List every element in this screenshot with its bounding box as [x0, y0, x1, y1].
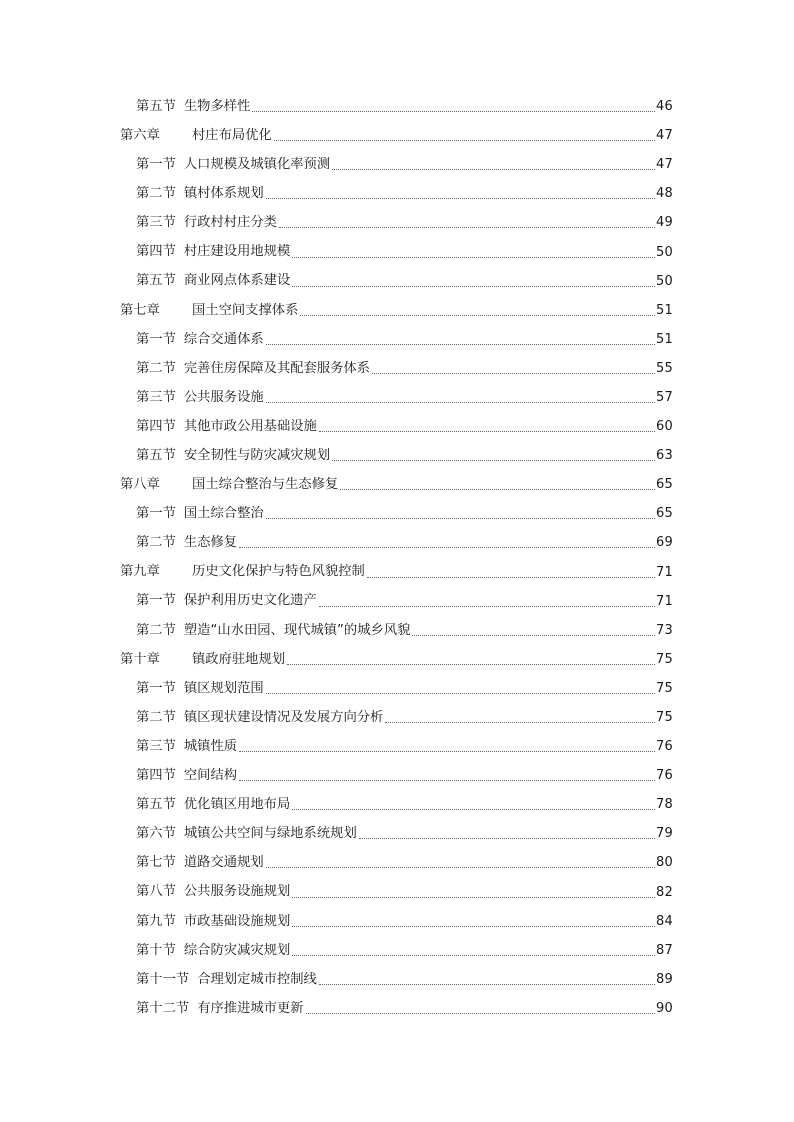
toc-entry-label — [136, 449, 330, 462]
toc-entry-number: 第二节 — [136, 622, 176, 638]
toc-entry-line — [120, 121, 673, 150]
toc-entry-label — [136, 769, 237, 782]
toc-entry-line — [136, 412, 673, 441]
toc-entry-number: 第九章 — [120, 564, 160, 580]
toc-page-number: 46 — [656, 99, 673, 115]
toc-entry-line — [136, 761, 673, 790]
toc-section-entry[interactable] — [0, 587, 794, 616]
toc-section-entry[interactable] — [0, 761, 794, 790]
toc-entry-label — [136, 536, 237, 549]
toc-section-entry[interactable] — [0, 616, 794, 645]
toc-entry-number: 第六节 — [136, 826, 176, 842]
dot-leader — [266, 344, 655, 345]
toc-entry-title: 生物多样性 — [183, 98, 251, 114]
toc-entry-line — [136, 441, 673, 470]
toc-entry-number: 第四节 — [136, 244, 176, 260]
toc-section-entry[interactable] — [0, 383, 794, 412]
toc-entry-number: 第十一节 — [136, 971, 190, 987]
toc-entry-number: 第一节 — [136, 157, 176, 173]
toc-entry-title: 优化镇区用地布局 — [183, 797, 291, 813]
toc-entry-label — [120, 653, 285, 666]
dot-leader — [279, 227, 655, 228]
toc-entry-label — [136, 420, 317, 433]
toc-entry-label — [136, 100, 250, 113]
toc-entry-title: 空间结构 — [183, 768, 238, 784]
toc-entry-label — [136, 740, 237, 753]
toc-entry-line — [136, 616, 673, 645]
toc-page-number: 75 — [656, 680, 673, 696]
toc-page-number: 51 — [656, 302, 673, 318]
toc-entry-line — [136, 179, 673, 208]
toc-entry-title: 塑造“山水田园、现代城镇”的城乡风貌 — [183, 622, 411, 638]
toc-page-number: 57 — [656, 389, 673, 405]
toc-entry-line — [136, 994, 673, 1023]
dot-leader — [239, 751, 655, 752]
toc-entry-label — [136, 245, 290, 258]
toc-entry-number: 第五节 — [136, 448, 176, 464]
toc-section-entry[interactable] — [0, 878, 794, 907]
toc-entry-title: 行政村村庄分类 — [183, 215, 277, 231]
toc-section-entry[interactable] — [0, 936, 794, 965]
toc-page-number: 69 — [656, 535, 673, 551]
dot-leader — [287, 664, 655, 665]
toc-page-number: 75 — [656, 651, 673, 667]
toc-entry-line — [136, 790, 673, 819]
toc-section-entry[interactable] — [0, 441, 794, 470]
toc-entry-label — [136, 187, 264, 200]
toc-entry-line — [136, 907, 673, 936]
dot-leader — [319, 431, 655, 432]
toc-entry-title: 合理划定城市控制线 — [197, 971, 317, 987]
toc-entry-line — [136, 383, 673, 412]
toc-page-number: 50 — [656, 273, 673, 289]
dot-leader — [367, 577, 655, 578]
table-of-contents — [0, 92, 794, 1023]
toc-entry-line — [120, 558, 673, 587]
toc-entry-number: 第六章 — [120, 127, 160, 143]
dot-leader — [292, 926, 655, 927]
toc-section-entry[interactable] — [0, 994, 794, 1023]
dot-leader — [319, 984, 655, 985]
toc-entry-number: 第三节 — [136, 738, 176, 754]
dot-leader — [300, 315, 655, 316]
toc-entry-title: 镇政府驻地规划 — [192, 651, 286, 667]
toc-page-number: 79 — [656, 826, 673, 842]
toc-entry-number: 第一节 — [136, 593, 176, 609]
toc-entry-line — [136, 965, 673, 994]
toc-page-number: 65 — [656, 506, 673, 522]
toc-page-number: 47 — [656, 157, 673, 173]
toc-entry-number: 第二节 — [136, 360, 176, 376]
toc-entry-number: 第二节 — [136, 709, 176, 725]
dot-leader — [274, 140, 655, 141]
toc-section-entry[interactable] — [0, 267, 794, 296]
toc-entry-title: 有序推进城市更新 — [197, 1000, 304, 1016]
toc-entry-title: 综合交通体系 — [183, 331, 264, 347]
toc-entry-label — [136, 973, 317, 986]
toc-entry-number: 第十章 — [120, 651, 160, 667]
toc-page-number: 78 — [656, 797, 673, 813]
toc-entry-number: 第三节 — [136, 389, 176, 405]
toc-entry-number: 第三节 — [136, 215, 176, 231]
toc-section-entry[interactable] — [0, 790, 794, 819]
toc-entry-number: 第一节 — [136, 506, 176, 522]
dot-leader — [372, 373, 655, 374]
toc-section-entry[interactable] — [0, 92, 794, 121]
toc-entry-line — [136, 587, 673, 616]
dot-leader — [385, 722, 655, 723]
toc-entry-title: 镇村体系规划 — [183, 186, 264, 202]
dot-leader — [332, 169, 655, 170]
toc-entry-title: 镇区现状建设情况及发展方向分析 — [183, 709, 384, 725]
toc-page-number: 71 — [656, 564, 673, 580]
toc-entry-title: 国土综合整治 — [183, 506, 264, 522]
toc-entry-label — [120, 478, 338, 491]
toc-page-number: 84 — [656, 913, 673, 929]
toc-entry-title: 公共服务设施 — [183, 389, 264, 405]
toc-entry-number: 第四节 — [136, 418, 176, 434]
toc-section-entry[interactable] — [0, 907, 794, 936]
toc-page-number: 76 — [656, 739, 673, 755]
toc-entry-label — [136, 711, 383, 724]
toc-entry-line — [136, 499, 673, 528]
toc-entry-label — [136, 1002, 304, 1015]
toc-entry-title: 其他市政公用基础设施 — [183, 418, 317, 434]
dot-leader — [266, 198, 655, 199]
toc-page-number: 60 — [656, 419, 673, 435]
toc-entry-number: 第七章 — [120, 302, 160, 318]
toc-entry-title: 道路交通规划 — [183, 855, 264, 871]
toc-entry-label — [136, 682, 264, 695]
toc-entry-number: 第八节 — [136, 884, 176, 900]
toc-section-entry[interactable] — [0, 354, 794, 383]
toc-entry-number: 第八章 — [120, 477, 160, 493]
toc-entry-line — [120, 296, 673, 325]
toc-chapter-entry[interactable] — [0, 121, 794, 150]
toc-entry-label — [136, 856, 264, 869]
toc-entry-line — [136, 848, 673, 877]
dot-leader — [292, 286, 655, 287]
toc-entry-label — [136, 944, 290, 957]
toc-section-entry[interactable] — [0, 674, 794, 703]
toc-entry-number: 第一节 — [136, 680, 176, 696]
toc-entry-title: 城镇公共空间与绿地系统规划 — [183, 826, 357, 842]
toc-entry-number: 第五节 — [136, 273, 176, 289]
toc-entry-label — [136, 507, 264, 520]
toc-entry-title: 完善住房保障及其配套服务体系 — [183, 360, 371, 376]
toc-entry-title: 国土空间支撑体系 — [192, 302, 299, 318]
dot-leader — [292, 897, 655, 898]
dot-leader — [359, 838, 655, 839]
toc-section-entry[interactable] — [0, 179, 794, 208]
toc-entry-line — [136, 878, 673, 907]
toc-entry-label — [136, 885, 290, 898]
toc-entry-label — [120, 565, 365, 578]
toc-entry-line — [136, 528, 673, 557]
toc-section-entry[interactable] — [0, 703, 794, 732]
toc-page-number: 48 — [656, 186, 673, 202]
toc-entry-line — [136, 703, 673, 732]
toc-entry-number: 第十节 — [136, 942, 176, 958]
toc-entry-title: 镇区规划范围 — [183, 680, 264, 696]
dot-leader — [266, 867, 655, 868]
dot-leader — [266, 693, 655, 694]
dot-leader — [266, 402, 655, 403]
toc-section-entry[interactable] — [0, 732, 794, 761]
toc-entry-title: 公共服务设施规划 — [183, 884, 291, 900]
dot-leader — [292, 809, 655, 810]
toc-entry-title: 安全韧性与防灾减灾规划 — [183, 448, 331, 464]
dot-leader — [266, 518, 655, 519]
toc-section-entry[interactable] — [0, 412, 794, 441]
toc-entry-label — [136, 274, 290, 287]
toc-entry-title: 保护利用历史文化遗产 — [183, 593, 317, 609]
toc-entry-label — [136, 624, 410, 637]
toc-entry-label — [120, 304, 298, 317]
dot-leader — [292, 257, 655, 258]
dot-leader — [292, 955, 655, 956]
dot-leader — [412, 635, 655, 636]
toc-page-number: 51 — [656, 331, 673, 347]
toc-page-number: 80 — [656, 855, 673, 871]
toc-entry-number: 第四节 — [136, 768, 176, 784]
toc-entry-title: 综合防灾减灾规划 — [183, 942, 291, 958]
toc-section-entry[interactable] — [0, 237, 794, 266]
toc-entry-title: 历史文化保护与特色风貌控制 — [192, 564, 365, 580]
toc-entry-title: 城镇性质 — [183, 738, 238, 754]
toc-page-number: 63 — [656, 448, 673, 464]
toc-section-entry[interactable] — [0, 965, 794, 994]
toc-page-number: 87 — [656, 942, 673, 958]
toc-page-number: 75 — [656, 710, 673, 726]
toc-entry-line — [136, 732, 673, 761]
toc-section-entry[interactable] — [0, 208, 794, 237]
toc-page-number: 76 — [656, 768, 673, 784]
toc-page-number: 82 — [656, 884, 673, 900]
toc-entry-label — [136, 362, 370, 375]
toc-entry-title: 村庄建设用地规模 — [183, 244, 291, 260]
toc-entry-label — [136, 798, 290, 811]
toc-entry-title: 市政基础设施规划 — [183, 913, 291, 929]
toc-entry-line — [136, 354, 673, 383]
toc-entry-label — [136, 391, 264, 404]
toc-entry-line — [120, 645, 673, 674]
dot-leader — [319, 606, 655, 607]
toc-page-number: 55 — [656, 360, 673, 376]
toc-entry-number: 第七节 — [136, 855, 176, 871]
toc-entry-label — [136, 827, 357, 840]
toc-chapter-entry[interactable] — [0, 296, 794, 325]
toc-entry-title: 商业网点体系建设 — [183, 273, 291, 289]
toc-entry-title: 村庄布局优化 — [192, 127, 272, 143]
toc-entry-label — [136, 333, 264, 346]
toc-page-number: 65 — [656, 477, 673, 493]
dot-leader — [252, 111, 655, 112]
toc-entry-number: 第五节 — [136, 98, 176, 114]
toc-entry-line — [136, 819, 673, 848]
toc-chapter-entry[interactable] — [0, 470, 794, 499]
toc-entry-line — [136, 936, 673, 965]
toc-entry-line — [136, 267, 673, 296]
toc-entry-title: 生态修复 — [183, 535, 238, 551]
toc-page-number: 89 — [656, 971, 673, 987]
toc-page-number: 73 — [656, 622, 673, 638]
toc-entry-number: 第五节 — [136, 797, 176, 813]
toc-chapter-entry[interactable] — [0, 645, 794, 674]
toc-section-entry[interactable] — [0, 499, 794, 528]
toc-entry-number: 第十二节 — [136, 1000, 190, 1016]
toc-entry-line — [136, 150, 673, 179]
toc-section-entry[interactable] — [0, 819, 794, 848]
toc-entry-label — [136, 594, 317, 607]
toc-page-number: 50 — [656, 244, 673, 260]
dot-leader — [239, 547, 655, 548]
toc-page-number: 90 — [656, 1000, 673, 1016]
toc-page-number: 71 — [656, 593, 673, 609]
toc-entry-line — [136, 92, 673, 121]
toc-entry-line — [136, 325, 673, 354]
toc-entry-title: 人口规模及城镇化率预测 — [183, 157, 331, 173]
toc-entry-line — [136, 208, 673, 237]
toc-entry-label — [136, 216, 277, 229]
toc-entry-line — [136, 237, 673, 266]
toc-entry-label — [136, 158, 330, 171]
toc-entry-line — [136, 674, 673, 703]
toc-chapter-entry[interactable] — [0, 558, 794, 587]
toc-entry-label — [120, 129, 272, 142]
dot-leader — [340, 489, 655, 490]
toc-entry-label — [136, 915, 290, 928]
dot-leader — [306, 1013, 655, 1014]
toc-page-number: 47 — [656, 128, 673, 144]
toc-entry-number: 第二节 — [136, 535, 176, 551]
dot-leader — [332, 460, 655, 461]
toc-section-entry[interactable] — [0, 150, 794, 179]
toc-section-entry[interactable] — [0, 848, 794, 877]
dot-leader — [239, 780, 655, 781]
toc-entry-line — [120, 470, 673, 499]
toc-section-entry[interactable] — [0, 325, 794, 354]
toc-entry-number: 第九节 — [136, 913, 176, 929]
toc-section-entry[interactable] — [0, 528, 794, 557]
toc-page-number: 49 — [656, 215, 673, 231]
toc-entry-title: 国土综合整治与生态修复 — [192, 477, 339, 493]
toc-entry-number: 第二节 — [136, 186, 176, 202]
toc-entry-number: 第一节 — [136, 331, 176, 347]
